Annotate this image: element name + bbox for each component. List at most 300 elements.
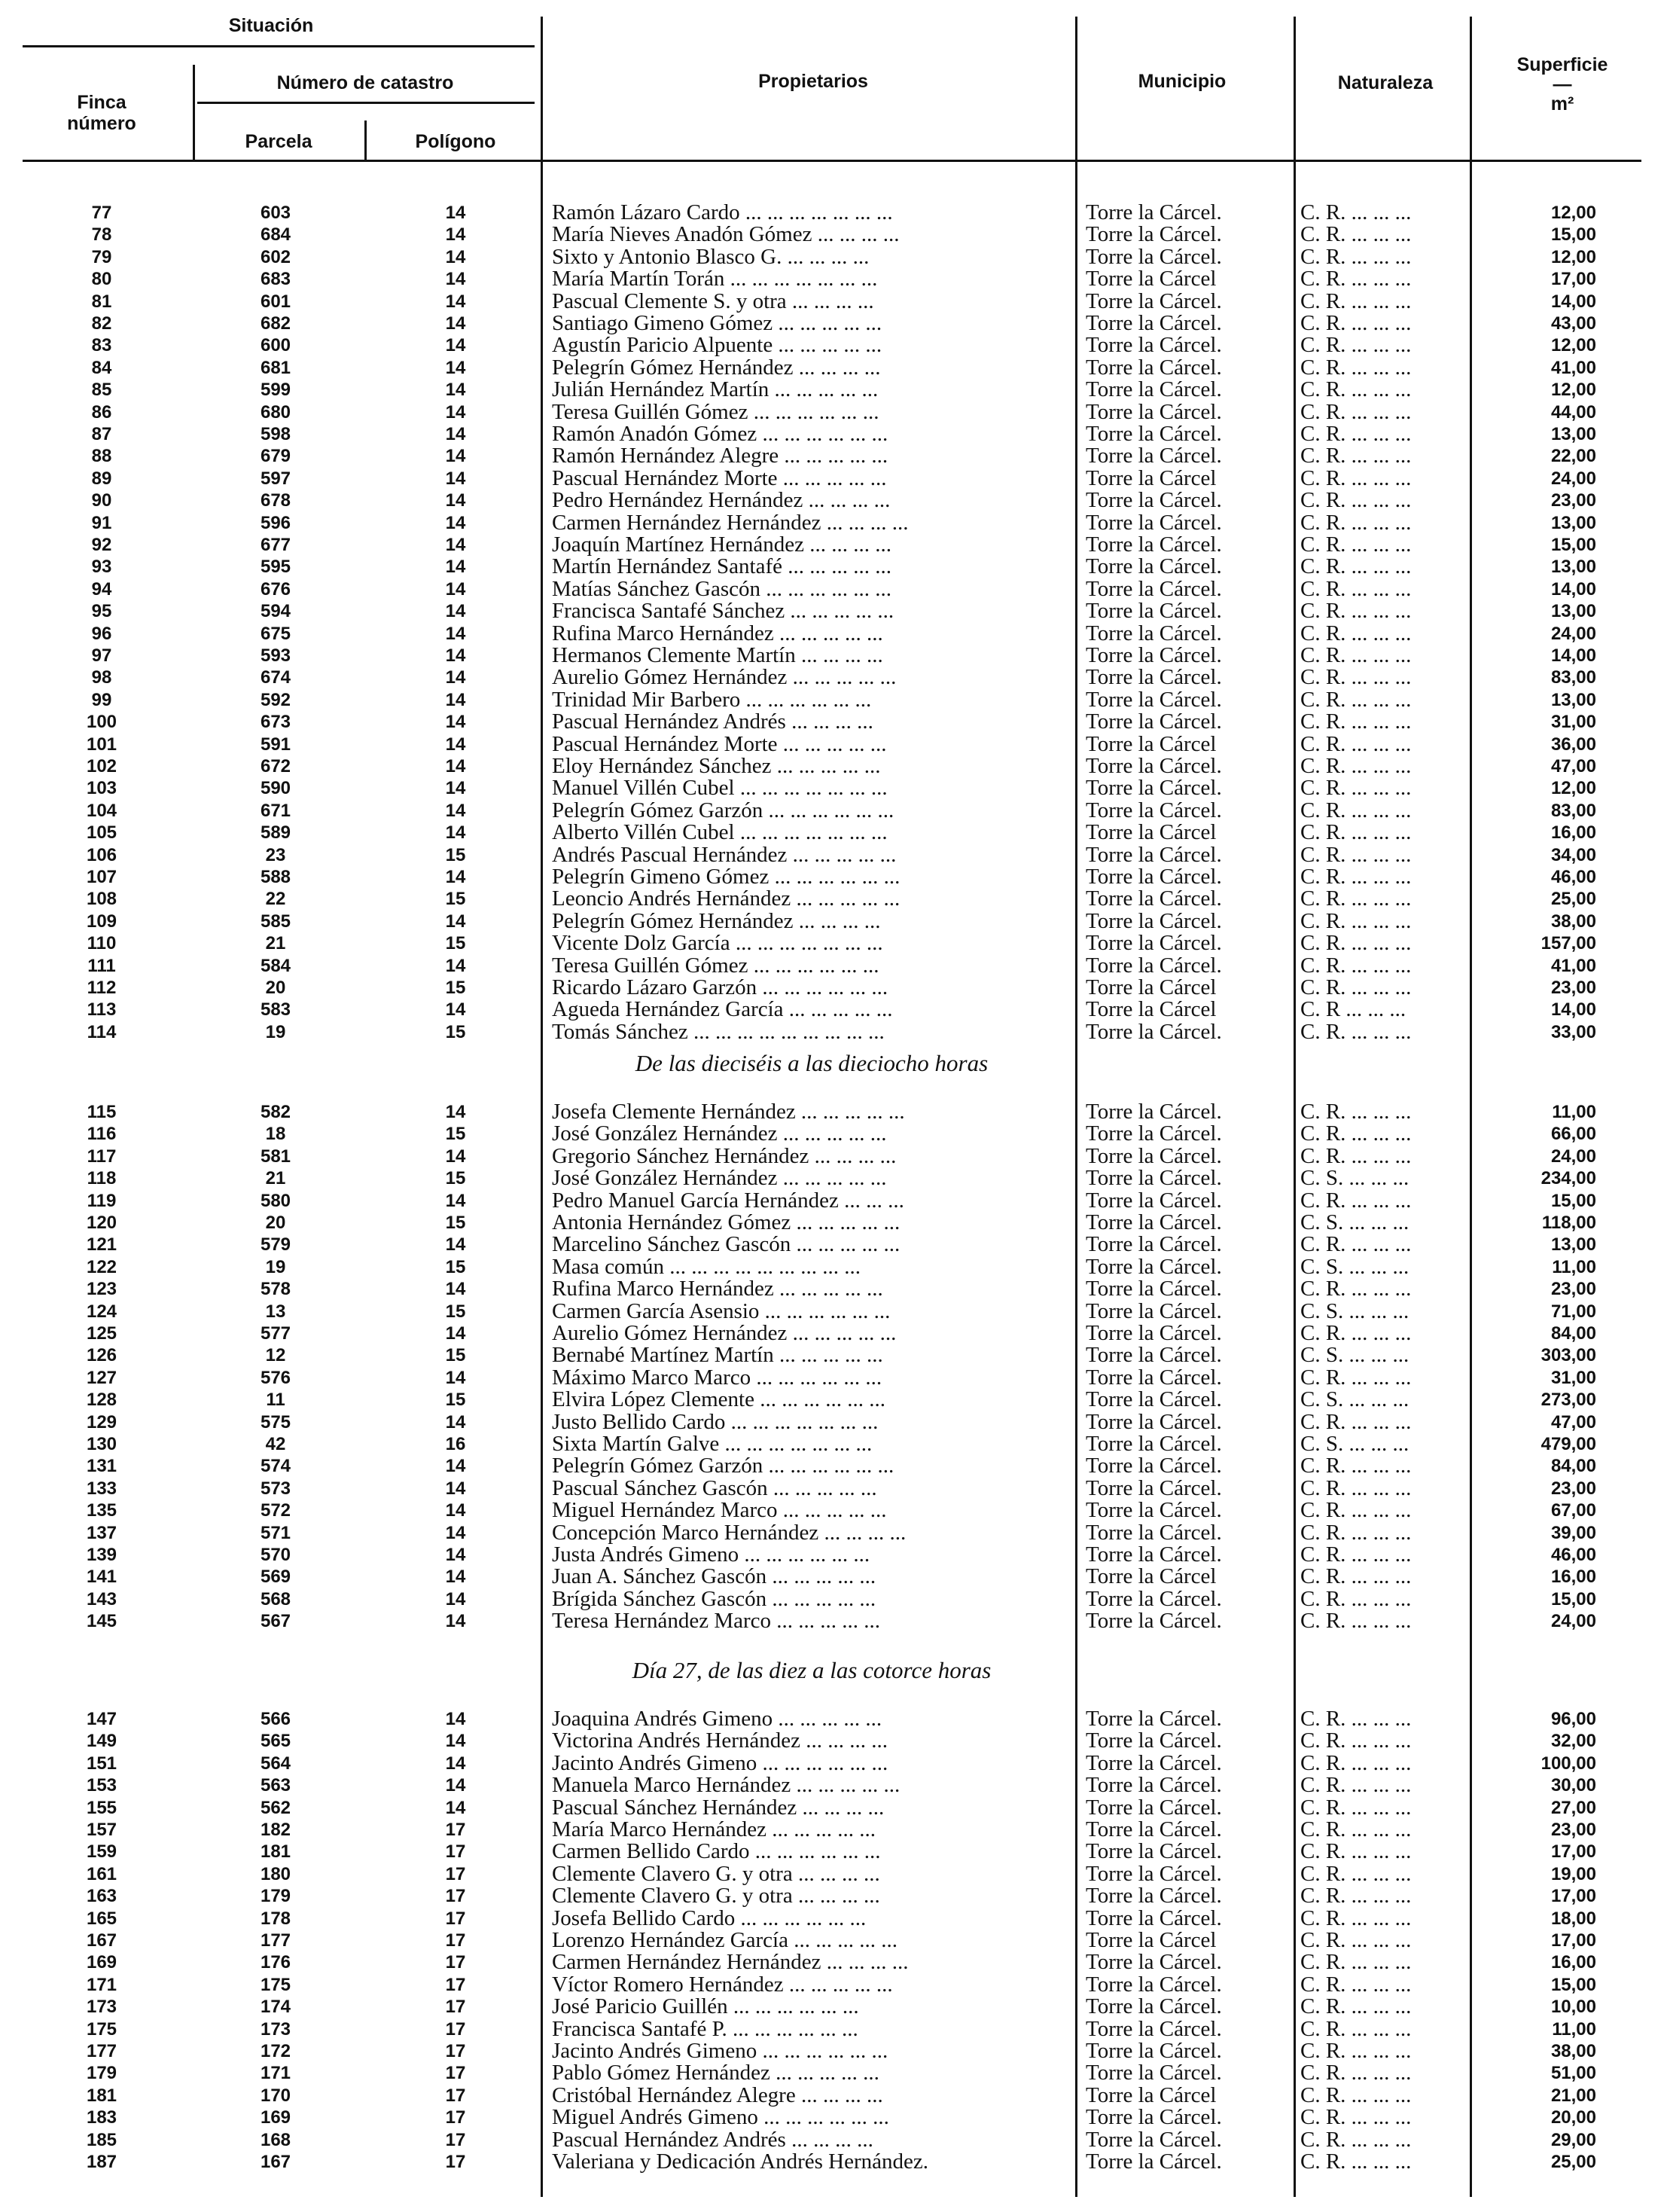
municipio: Torre la Cárcel. [1086,490,1222,512]
parcela-number: 18 [265,1124,286,1145]
finca-number: 149 [86,1731,117,1752]
finca-number: 94 [91,578,112,600]
parcela-number: 590 [260,778,291,799]
parcela-number: 171 [260,2063,291,2084]
finca-number: 175 [86,2018,117,2040]
header-superficie-dash: — [1553,74,1572,95]
municipio: Torre la Cárcel. [1086,1278,1222,1301]
parcela-number: 576 [260,1367,291,1388]
parcela-number: 679 [260,446,291,467]
parcela-number: 594 [260,601,291,622]
poligono-number: 14 [445,557,466,578]
superficie: 14,00 [1550,999,1596,1021]
municipio: Torre la Cárcel. [1086,1145,1222,1167]
municipio: Torre la Cárcel. [1086,1366,1222,1389]
parcela-number: 569 [260,1567,291,1588]
table-row [0,755,1667,777]
naturaleza: C. S. ... ... ... [1300,1344,1409,1367]
poligono-number: 15 [445,1390,466,1411]
finca-number: 97 [91,645,112,666]
parcela-number: 169 [260,2107,291,2128]
superficie: 15,00 [1550,224,1596,246]
naturaleza: C. R. ... ... ... [1300,1863,1412,1885]
table-row [0,401,1667,423]
table-row [0,202,1667,224]
naturaleza: C. R. ... ... ... [1300,423,1412,445]
parcela-number: 11 [266,1390,285,1411]
finca-number: 179 [86,2063,117,2084]
parcela-number: 584 [260,955,291,976]
municipio: Torre la Cárcel. [1086,645,1222,667]
superficie: 38,00 [1550,2041,1596,2061]
superficie: 10,00 [1550,1997,1596,2018]
finca-number: 153 [86,1775,117,1796]
municipio: Torre la Cárcel. [1086,246,1222,268]
owner-name: Agueda Hernández García ... ... ... ... ... [552,999,893,1021]
naturaleza: C. R. ... ... ... [1300,1907,1412,1930]
superficie: 303,00 [1541,1345,1596,1366]
municipio: Torre la Cárcel. [1086,202,1222,224]
table-row [0,423,1667,445]
finca-number: 86 [91,401,112,423]
municipio: Torre la Cárcel. [1086,356,1222,379]
poligono-number: 14 [445,1102,466,1122]
owner-name: Josefa Clemente Hernández ... ... ... ... ... [552,1101,905,1123]
table-row [0,1389,1667,1411]
poligono-number: 14 [445,1279,466,1300]
poligono-number: 17 [445,1952,466,1973]
municipio: Torre la Cárcel. [1086,1730,1222,1753]
owner-name: Pelegrín Gómez Hernández ... ... ... ... [552,910,881,932]
naturaleza: C. R. ... ... ... [1300,1500,1412,1522]
naturaleza: C. S. ... ... ... [1300,1433,1409,1455]
parcela-number: 595 [260,557,291,578]
superficie: 13,00 [1550,1234,1596,1256]
poligono-number: 14 [445,335,466,356]
poligono-number: 14 [445,535,466,555]
naturaleza: C. R. ... ... ... [1300,1930,1412,1951]
header-superficie: Superficie [1516,54,1608,75]
poligono-number: 14 [445,380,466,401]
superficie: 47,00 [1550,756,1596,776]
table-row [0,1344,1667,1366]
naturaleza: C. R. ... ... ... [1300,688,1412,711]
parcela-number: 580 [260,1190,291,1211]
municipio: Torre la Cárcel. [1086,799,1222,822]
poligono-number: 17 [445,2041,466,2061]
table-row [0,2062,1667,2084]
superficie: 16,00 [1550,1567,1596,1588]
municipio: Torre la Cárcel. [1086,224,1222,246]
owner-name: Lorenzo Hernández García ... ... ... ... ... [552,1930,897,1951]
parcela-number: 602 [260,246,291,267]
owner-name: José Paricio Guillén ... ... ... ... ... ... [552,1996,859,2018]
parcela-number: 176 [260,1952,291,1973]
table-row [0,534,1667,556]
finca-number: 117 [87,1146,117,1167]
superficie: 12,00 [1550,380,1596,401]
table-row [0,1101,1667,1123]
owner-name: Ramón Lázaro Cardo ... ... ... ... ... ... ... [552,202,893,224]
naturaleza: C. R. ... ... ... [1300,1323,1412,1344]
finca-number: 163 [86,1886,117,1907]
parcela-number: 579 [260,1234,291,1256]
poligono-number: 14 [445,623,466,644]
owner-name: Andrés Pascual Hernández ... ... ... ... ... [552,844,897,866]
owner-name: María Nieves Anadón Gómez ... ... ... ... [552,224,900,246]
owner-name: Aurelio Gómez Hernández ... ... ... ... ... [552,667,897,689]
poligono-number: 14 [445,401,466,423]
naturaleza: C. R. ... ... ... [1300,246,1412,268]
poligono-number: 17 [445,2063,466,2084]
poligono-number: 14 [445,1234,466,1256]
table-row [0,2085,1667,2107]
municipio: Torre la Cárcel. [1086,2018,1222,2040]
owner-name: Francisca Santafé P. ... ... ... ... ... ... [552,2018,858,2040]
municipio: Torre la Cárcel. [1086,622,1222,645]
naturaleza: C. R. ... ... ... [1300,2151,1412,2173]
municipio: Torre la Cárcel. [1086,1588,1222,1610]
owner-name: Pedro Manuel García Hernández ... ... ... [552,1189,904,1212]
owner-name: Ramón Hernández Alegre ... ... ... ... ... [552,445,888,468]
table-row [0,291,1667,313]
table-row [0,1301,1667,1323]
finca-number: 78 [91,224,112,246]
naturaleza: C. R. ... ... ... [1300,1796,1412,1819]
superficie: 100,00 [1541,1753,1596,1774]
parcela-number: 564 [260,1753,291,1774]
table-row [0,623,1667,645]
municipio: Torre la Cárcel. [1086,1951,1222,1974]
naturaleza: C. R. ... ... ... [1300,910,1412,932]
superficie: 22,00 [1550,446,1596,467]
naturaleza: C. R. ... ... ... [1300,1730,1412,1753]
naturaleza: C. R. ... ... ... [1300,268,1412,291]
municipio: Torre la Cárcel [1086,1566,1217,1588]
finca-number: 124 [86,1301,117,1322]
poligono-number: 14 [445,1323,466,1344]
owner-name: Joaquina Andrés Gimeno ... ... ... ... ... [552,1708,882,1730]
finca-number: 114 [87,1021,117,1042]
owner-name: Sixto y Antonio Blasco G. ... ... ... ... [552,246,870,268]
finca-number: 92 [91,535,112,555]
parcela-number: 19 [265,1021,286,1042]
finca-number: 110 [87,933,117,954]
owner-name: Jacinto Andrés Gimeno ... ... ... ... ... ... [552,2040,888,2062]
municipio: Torre la Cárcel. [1086,511,1222,534]
poligono-number: 14 [445,601,466,622]
parcela-number: 12 [265,1345,286,1366]
superficie: 15,00 [1550,1190,1596,1211]
municipio: Torre la Cárcel. [1086,578,1222,600]
owner-name: Teresa Hernández Marco ... ... ... ... ... [552,1610,881,1633]
owner-name: Matías Sánchez Gascón ... ... ... ... ... ... [552,578,892,600]
owner-name: Juan A. Sánchez Gascón ... ... ... ... ... [552,1566,876,1588]
superficie: 18,00 [1550,1908,1596,1929]
superficie: 21,00 [1550,2085,1596,2106]
municipio: Torre la Cárcel. [1086,1167,1222,1190]
superficie: 19,00 [1550,1863,1596,1884]
poligono-number: 14 [445,1190,466,1211]
finca-number: 143 [86,1588,117,1609]
table-row [0,932,1667,954]
table-row [0,1234,1667,1256]
parcela-number: 677 [260,535,291,555]
superficie: 84,00 [1550,1323,1596,1344]
parcela-number: 684 [260,224,291,246]
table-row [0,2018,1667,2040]
finca-number: 165 [86,1908,117,1929]
naturaleza: C. R. ... ... ... [1300,1588,1412,1610]
table-row [0,2040,1667,2062]
parcela-number: 182 [260,1820,291,1840]
finca-number: 91 [91,512,112,533]
table-row [0,1256,1667,1278]
municipio: Torre la Cárcel. [1086,1819,1222,1841]
naturaleza: C. R. ... ... ... [1300,1455,1412,1478]
superficie: 17,00 [1550,269,1596,290]
parcela-number: 593 [260,645,291,666]
header-poligono: Polígono [415,131,496,152]
finca-number: 151 [86,1753,117,1774]
table-row [0,1863,1667,1885]
poligono-number: 14 [445,468,466,489]
naturaleza: C. R. ... ... ... [1300,777,1412,800]
table-row [0,822,1667,844]
owner-name: Justo Bellido Cardo ... ... ... ... ... ... ... [552,1411,879,1433]
poligono-number: 14 [445,645,466,666]
finca-number: 103 [86,778,117,799]
table-row [0,1478,1667,1500]
finca-number: 82 [91,313,112,334]
superficie: 33,00 [1550,1021,1596,1042]
naturaleza: C. R. ... ... ... [1300,866,1412,888]
naturaleza: C. R. ... ... ... [1300,313,1412,334]
parcela-number: 21 [265,1168,286,1189]
finca-number: 145 [86,1611,117,1632]
parcela-number: 42 [265,1434,286,1454]
municipio: Torre la Cárcel. [1086,888,1222,911]
parcela-number: 680 [260,401,291,423]
parcela-number: 172 [260,2041,291,2061]
municipio: Torre la Cárcel. [1086,1234,1222,1256]
naturaleza: C. S. ... ... ... [1300,1256,1409,1278]
municipio: Torre la Cárcel. [1086,1708,1222,1730]
naturaleza: C. R. ... ... ... [1300,1752,1412,1774]
municipio: Torre la Cárcel. [1086,910,1222,932]
owner-name: Alberto Villén Cubel ... ... ... ... ... ... ... [552,822,888,844]
municipio: Torre la Cárcel. [1086,711,1222,734]
municipio: Torre la Cárcel. [1086,1344,1222,1367]
table-row [0,379,1667,401]
finca-number: 90 [91,490,112,511]
superficie: 12,00 [1550,778,1596,799]
finca-number: 171 [86,1974,117,1995]
poligono-number: 14 [445,1367,466,1388]
superficie: 17,00 [1550,1841,1596,1863]
table-row [0,777,1667,799]
finca-number: 112 [87,978,117,998]
table-row [0,866,1667,888]
parcela-number: 583 [260,999,291,1021]
poligono-number: 14 [445,712,466,733]
superficie: 23,00 [1550,1279,1596,1300]
finca-number: 87 [91,424,112,444]
parcela-number: 570 [260,1545,291,1565]
owner-name: Masa común ... ... ... ... ... ... ... ... ... [552,1256,861,1278]
municipio: Torre la Cárcel. [1086,954,1222,977]
parcela-number: 582 [260,1102,291,1122]
owner-name: Eloy Hernández Sánchez ... ... ... ... ... [552,755,881,777]
finca-number: 98 [91,667,112,688]
finca-number: 109 [86,911,117,932]
owner-name: Pelegrín Gómez Garzón ... ... ... ... ... ... [552,1455,894,1478]
table-row [0,999,1667,1021]
owner-name: Sixta Martín Galve ... ... ... ... ... ... ... [552,1433,873,1455]
municipio: Torre la Cárcel [1086,822,1217,844]
municipio: Torre la Cárcel. [1086,688,1222,711]
poligono-number: 15 [445,844,466,865]
municipio: Torre la Cárcel. [1086,1973,1222,1996]
superficie: 14,00 [1550,578,1596,600]
naturaleza: C. R. ... ... ... [1300,799,1412,822]
naturaleza: C. R. ... ... ... [1300,822,1412,844]
superficie: 41,00 [1550,955,1596,976]
naturaleza: C. R. ... ... ... [1300,1278,1412,1301]
naturaleza: C. R. ... ... ... [1300,1123,1412,1146]
municipio: Torre la Cárcel. [1086,534,1222,556]
table-row [0,313,1667,334]
municipio: Torre la Cárcel. [1086,290,1222,313]
naturaleza: C. R. ... ... ... [1300,645,1412,667]
parcela-number: 180 [260,1863,291,1884]
table-row [0,977,1667,999]
parcela-number: 578 [260,1279,291,1300]
parcela-number: 581 [260,1146,291,1167]
parcela-number: 562 [260,1797,291,1818]
parcela-number: 681 [260,357,291,378]
table-row [0,600,1667,622]
parcela-number: 22 [265,889,286,910]
superficie: 14,00 [1550,645,1596,666]
owner-name: Ramón Anadón Gómez ... ... ... ... ... ... [552,423,888,445]
parcela-number: 571 [260,1522,291,1543]
poligono-number: 14 [445,999,466,1021]
poligono-number: 15 [445,1256,466,1277]
naturaleza: C. R. ... ... ... [1300,401,1412,423]
finca-number: 147 [86,1709,117,1729]
finca-number: 155 [86,1797,117,1818]
poligono-number: 14 [445,1411,466,1432]
owner-name: Aurelio Gómez Hernández ... ... ... ... ... [552,1323,897,1344]
owner-name: Pablo Gómez Hernández ... ... ... ... ... [552,2062,879,2085]
naturaleza: C. R. ... ... ... [1300,1819,1412,1841]
poligono-number: 17 [445,2152,466,2172]
parcela-number: 573 [260,1478,291,1499]
superficie: 12,00 [1550,246,1596,267]
table-row [0,246,1667,268]
parcela-number: 673 [260,712,291,733]
naturaleza: C. R. ... ... ... [1300,1021,1412,1043]
finca-number: 96 [91,623,112,644]
poligono-number: 17 [445,2107,466,2128]
finca-number: 127 [86,1367,117,1388]
municipio: Torre la Cárcel. [1086,1610,1222,1633]
table-row [0,1411,1667,1433]
naturaleza: C. R. ... ... ... [1300,932,1412,955]
finca-number: 104 [86,800,117,821]
poligono-number: 14 [445,1545,466,1565]
poligono-number: 14 [445,756,466,776]
header-parcela: Parcela [245,131,312,152]
superficie: 47,00 [1550,1411,1596,1432]
finca-number: 128 [86,1390,117,1411]
naturaleza: C. R. ... ... ... [1300,2040,1412,2062]
superficie: 36,00 [1550,734,1596,755]
municipio: Torre la Cárcel. [1086,1300,1222,1323]
municipio: Torre la Cárcel. [1086,1863,1222,1885]
finca-number: 157 [86,1820,117,1840]
superficie: 43,00 [1550,313,1596,334]
municipio: Torre la Cárcel. [1086,1256,1222,1278]
owner-name: Trinidad Mir Barbero ... ... ... ... ... ... [552,688,872,711]
naturaleza: C. R. ... ... ... [1300,445,1412,468]
poligono-number: 14 [445,269,466,290]
municipio: Torre la Cárcel. [1086,1323,1222,1344]
table-row [0,1708,1667,1730]
table-row [0,1753,1667,1774]
table-row [0,1167,1667,1189]
owner-name: Máximo Marco Marco ... ... ... ... ... ... [552,1366,882,1389]
superficie: 44,00 [1550,401,1596,423]
municipio: Torre la Cárcel. [1086,1433,1222,1455]
naturaleza: C. S. ... ... ... [1300,1300,1409,1323]
table-row [0,1610,1667,1632]
owner-name: Miguel Andrés Gimeno ... ... ... ... ... ... [552,2107,889,2129]
superficie: 15,00 [1550,1588,1596,1609]
header-rule-bottom [23,160,1641,162]
header-numero-catastro: Número de catastro [276,72,454,93]
parcela-number: 179 [260,1886,291,1907]
superficie: 23,00 [1550,1820,1596,1840]
poligono-number: 17 [445,2085,466,2106]
owner-name: Bernabé Martínez Martín ... ... ... ... ... [552,1344,883,1367]
municipio: Torre la Cárcel. [1086,1123,1222,1146]
header-finca-numero: número [67,113,136,134]
owner-name: Pelegrín Gómez Garzón ... ... ... ... ... ... [552,799,894,822]
superficie: 71,00 [1550,1301,1596,1322]
table-row [0,1212,1667,1234]
superficie: 14,00 [1550,291,1596,312]
finca-number: 107 [86,867,117,887]
naturaleza: C. R. ... ... ... [1300,1411,1412,1433]
municipio: Torre la Cárcel. [1086,379,1222,401]
table-row [0,512,1667,534]
table-row [0,357,1667,379]
finca-number: 131 [86,1456,117,1477]
superficie: 27,00 [1550,1797,1596,1818]
naturaleza: C. R. ... ... ... [1300,490,1412,512]
poligono-number: 14 [445,490,466,511]
poligono-number: 14 [445,291,466,312]
poligono-number: 14 [445,734,466,755]
superficie: 24,00 [1550,1611,1596,1632]
municipio: Torre la Cárcel. [1086,1907,1222,1930]
table-row [0,734,1667,755]
superficie: 479,00 [1541,1434,1596,1454]
poligono-number: 16 [445,1434,466,1454]
owner-name: Pascual Sánchez Gascón ... ... ... ... ... [552,1477,877,1500]
